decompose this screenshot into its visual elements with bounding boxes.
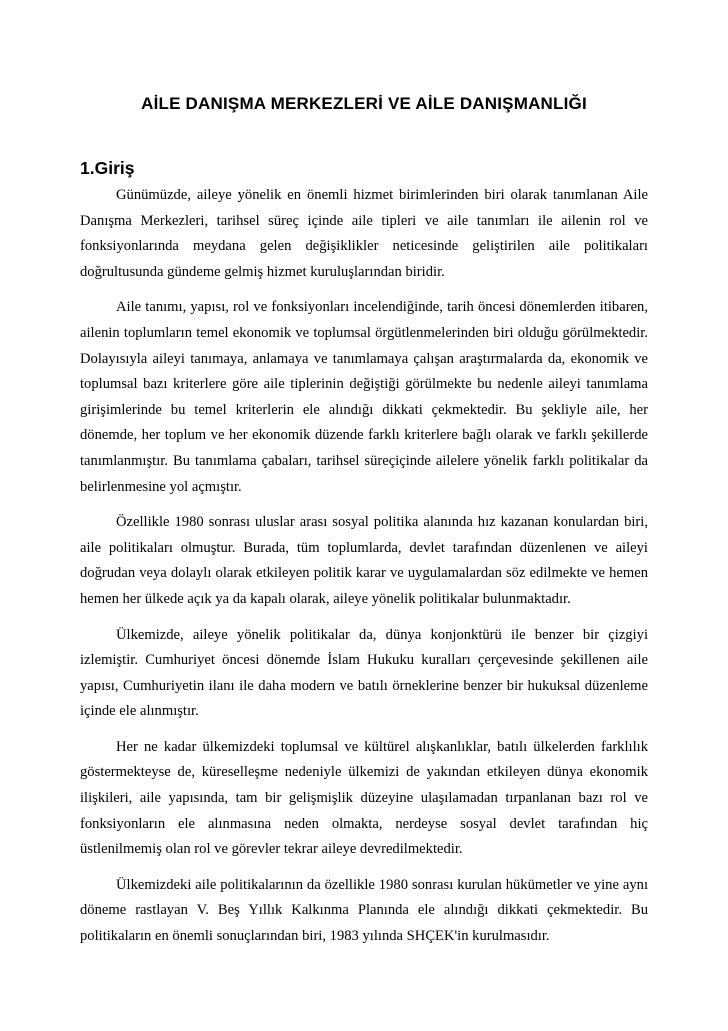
body-text <box>80 183 648 960</box>
paragraph: Her ne kadar ülkemizdeki toplumsal ve kültürel alışkanlıklar, batılı ülkelerden farklılık göstermekteyse de, küreselleşme nedeniyle ülkemizi de yakından etkileyen dünya ekonomik ilişkileri, aile yapısında, tam bir gelişmişlik düzeyine ulaşılamadan tırpanlanan bazı rol ve fonksiyonların ele alınmasına neden olmakta, nerdeyse sosyal devlet tarafından hiç üstlenilmemiş olan rol ve görevler tekrar aileye devredilmektedir. <box>80 738 648 858</box>
paragraph: Özellikle 1980 sonrası uluslar arası sosyal politika alanında hız kazanan konulardan biri, aile politikaları olmuştur. Burada, tüm toplumlarda, devlet tarafından düzenlenen ve aileyi doğrudan veya dolaylı olarak etkileyen politik karar ve uygulamalardan söz edilmekte ve hemen hemen her ülkede açık ya da kapalı olarak, aileye yönelik politikalar bulunmaktadır. <box>80 514 648 607</box>
paragraph: Ülkemizdeki aile politikalarının da özellikle 1980 sonrası kurulan hükümetler ve yine aynı döneme rastlayan V. Beş Yıllık Kalkınma Planında ele alındığı dikkati çekmektedir. Bu politikaların en önemli sonuçlarından biri, 1983 yılında SHÇEK'in kurulmasıdır. <box>80 876 648 945</box>
paragraph: Ülkemizde, aileye yönelik politikalar da, dünya konjonktürü ile benzer bir çizgiyi izlemiştir. Cumhuriyet öncesi dönemde İslam Hukuku kuralları çerçevesinde şekillenen aile yapısı, Cumhuriyetin ilanı ile daha modern ve batılı örneklerine benzer bir hukuksal düzenleme içinde ele alınmıştır. <box>80 626 648 720</box>
document-title: AİLE DANIŞMA MERKEZLERİ VE AİLE DANIŞMANLIĞI <box>141 94 587 113</box>
section-heading: 1.Giriş <box>80 158 135 178</box>
paragraph: Günümüzde, aileye yönelik en önemli hizmet birimlerinden biri olarak tanımlanan Aile Danışma Merkezleri, tarihsel süreç içinde aile tipleri ve aile tanımları ile ailenin rol ve fonksiyonlarında meydana gelen değişiklikler neticesinde geliştirilen aile politikaları doğrultusunda gündeme gelmiş hizmet kuruluşlarından biridir. <box>80 187 648 280</box>
paragraph: Aile tanımı, yapısı, rol ve fonksiyonları incelendiğinde, tarih öncesi dönemlerden itibaren, ailenin toplumların temel ekonomik ve toplumsal örgütlenmelerinden biri olduğu görülmektedir. Dolayısıyla aileyi tanımaya, anlamaya ve tanımlamaya çalışan araştırmalarda da, ekonomik ve toplumsal bazı kriterlere göre aile tiplerinin değiştiği görülmekte bu nedenle aileyi tanımlama girişimlerinde bu temel kriterlerin ele alındığı dikkati çekmektedir. Bu şekliyle aile, her dönemde, her toplum ve her ekonomik düzende farklı kriterlere bağlı olarak ve farklı şekillerde tanımlanmıştır. Bu tanımlama çabaları, tarihsel süreçiçinde ailelere yönelik farklı politikalar da belirlenmesine yol açmıştır. <box>80 299 648 495</box>
